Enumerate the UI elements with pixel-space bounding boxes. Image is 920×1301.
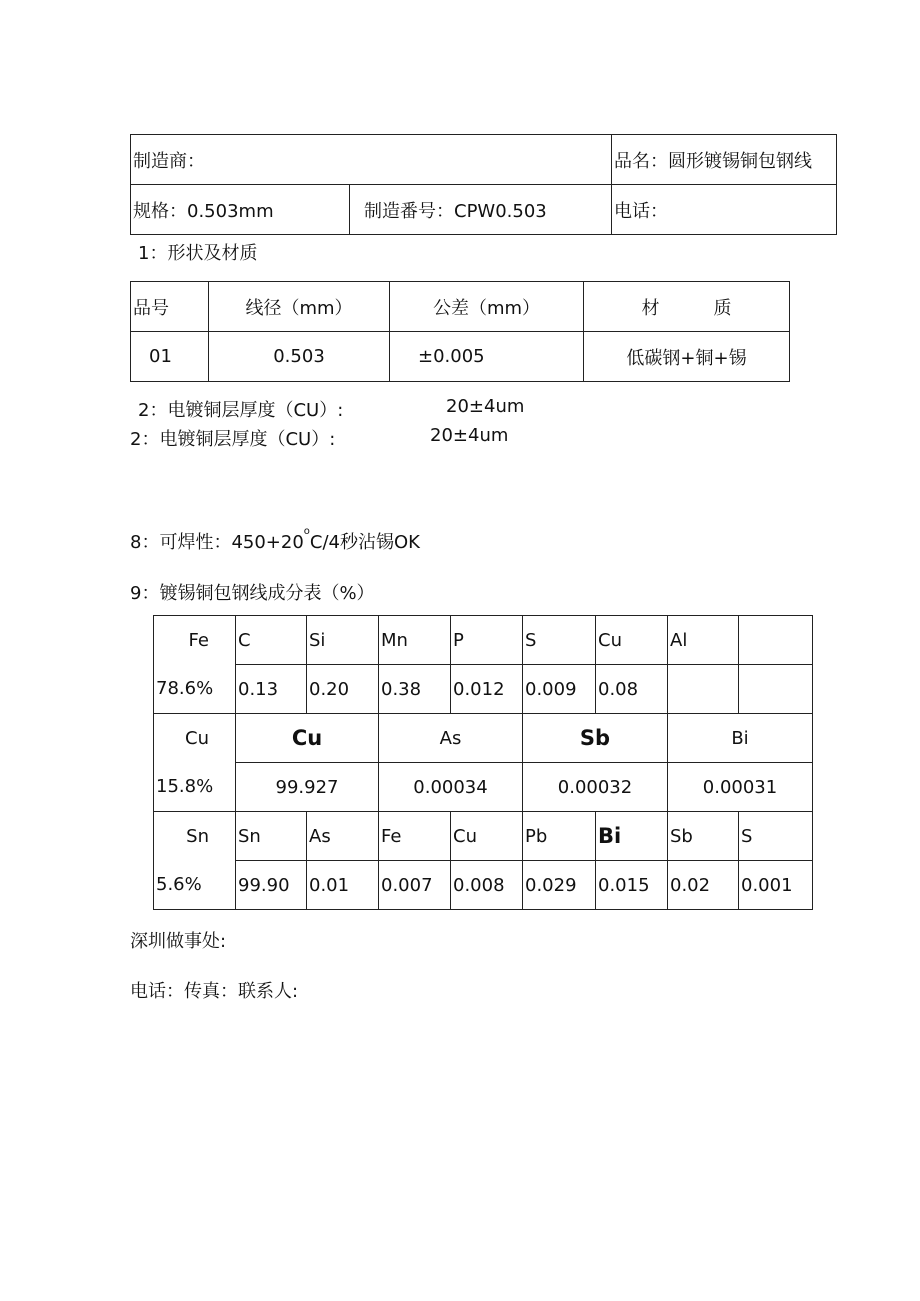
fe-value <box>739 665 813 714</box>
manufacturer-cell <box>131 135 612 185</box>
fe-element: Cu <box>596 616 668 665</box>
fe-element: S <box>523 616 596 665</box>
fe-element: Si <box>307 616 379 665</box>
manufacturer-label: 制造商： <box>133 150 205 172</box>
serial-value: CPW0.503 <box>454 200 547 222</box>
cu-value: 0.00034 <box>379 763 523 812</box>
fe-element: P <box>451 616 523 665</box>
sn-value: 0.001 <box>739 861 813 910</box>
copper-thickness-value-1: 20±4um <box>446 396 525 417</box>
fe-percent: 78.6% <box>154 665 236 714</box>
sn-value: 0.02 <box>668 861 739 910</box>
cu-value: 0.00032 <box>523 763 668 812</box>
product-name-label: 品名： <box>614 150 668 172</box>
serial-label: 制造番号： <box>364 200 454 222</box>
fe-value: 0.20 <box>307 665 379 714</box>
copper-thickness-label-2: 2：电镀铜层厚度（CU）: <box>130 429 336 450</box>
sn-element: Sb <box>668 812 739 861</box>
fe-element: Al <box>668 616 739 665</box>
cu-element: Sb <box>523 714 668 763</box>
header-material: 材 质 <box>584 282 790 332</box>
sn-value: 0.01 <box>307 861 379 910</box>
fe-name: Fe <box>154 616 236 665</box>
fe-value: 0.012 <box>451 665 523 714</box>
fe-value: 0.009 <box>523 665 596 714</box>
fe-element: Mn <box>379 616 451 665</box>
spec-label: 规格： <box>133 200 187 222</box>
cell-part-no: 01 <box>131 332 209 382</box>
spec-cell <box>131 185 350 235</box>
product-name-value: 圆形镀锡铜包钢线 <box>668 150 812 172</box>
phone-cell <box>612 185 837 235</box>
spec-value: 0.503mm <box>187 200 274 222</box>
fe-element-row <box>154 616 813 665</box>
sn-element-row <box>154 812 813 861</box>
fe-value <box>668 665 739 714</box>
sn-value: 99.90 <box>236 861 307 910</box>
cu-element: Cu <box>236 714 379 763</box>
sn-value: 0.015 <box>596 861 668 910</box>
sn-element: Sn <box>236 812 307 861</box>
sn-element: S <box>739 812 813 861</box>
cu-element: As <box>379 714 523 763</box>
header-part-no: 品号 <box>131 282 209 332</box>
cu-name: Cu <box>154 714 236 763</box>
phone-label: 电话： <box>614 200 668 222</box>
cell-material: 低碳钢+铜+锡 <box>584 332 790 382</box>
cu-element-row <box>154 714 813 763</box>
composition-title: 9：镀锡铜包钢线成分表（%） <box>130 583 375 604</box>
sn-value: 0.029 <box>523 861 596 910</box>
shape-material-table <box>130 281 790 382</box>
copper-thickness-label-1: 2：电镀铜层厚度（CU）: <box>138 400 344 421</box>
sn-element: Cu <box>451 812 523 861</box>
fe-element <box>739 616 813 665</box>
sn-percent: 5.6% <box>154 861 236 910</box>
sn-value-row <box>154 861 813 910</box>
sn-element: Bi <box>596 812 668 861</box>
sn-name: Sn <box>154 812 236 861</box>
header-tolerance: 公差（mm） <box>390 282 584 332</box>
degree-mark: o <box>303 526 310 537</box>
serial-cell <box>350 185 612 235</box>
composition-table <box>153 615 813 910</box>
cu-value-row <box>154 763 813 812</box>
copper-thickness-line-1 <box>138 396 343 422</box>
copper-thickness-value-2: 20±4um <box>430 425 509 446</box>
fe-value: 0.08 <box>596 665 668 714</box>
fe-value-row <box>154 665 813 714</box>
section1-title: 1：形状及材质 <box>138 243 258 264</box>
solderability-line <box>130 528 420 554</box>
cell-tolerance: ±0.005 <box>390 332 584 382</box>
sn-value: 0.007 <box>379 861 451 910</box>
cell-diameter: 0.503 <box>209 332 390 382</box>
cu-element: Bi <box>668 714 813 763</box>
header-table <box>130 134 837 235</box>
header-diameter: 线径（mm） <box>209 282 390 332</box>
fe-value: 0.38 <box>379 665 451 714</box>
solderability-text-after: C/4秒沾锡OK <box>309 532 420 553</box>
sn-element: As <box>307 812 379 861</box>
contact-line: 电话：传真：联系人: <box>130 981 299 1002</box>
solderability-text-before: 8：可焊性：450+20 <box>130 532 304 553</box>
product-name-cell <box>612 135 837 185</box>
cu-value: 0.00031 <box>668 763 813 812</box>
sn-element: Pb <box>523 812 596 861</box>
sn-element: Fe <box>379 812 451 861</box>
office-line: 深圳做事处: <box>130 931 227 952</box>
cu-percent: 15.8% <box>154 763 236 812</box>
fe-value: 0.13 <box>236 665 307 714</box>
fe-element: C <box>236 616 307 665</box>
sn-value: 0.008 <box>451 861 523 910</box>
cu-value: 99.927 <box>236 763 379 812</box>
copper-thickness-line-2 <box>130 425 335 451</box>
